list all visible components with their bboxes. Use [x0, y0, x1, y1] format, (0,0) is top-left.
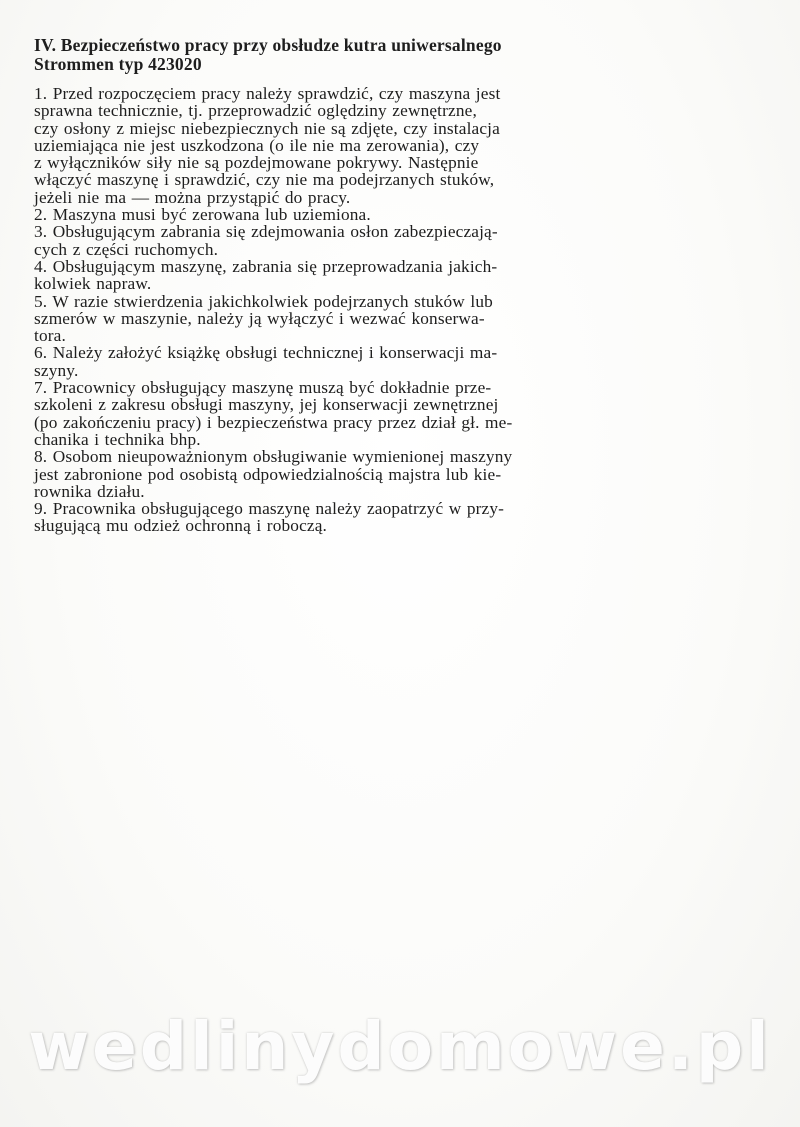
rule-line: 4. Obsługującym maszynę, zabrania się przeprowadzania jakich-	[34, 256, 498, 276]
section-title-line: Strommen typ 423020	[34, 54, 202, 74]
rule-line: szyny.	[34, 360, 79, 380]
rule-line: chanika i technika bhp.	[34, 429, 201, 449]
rule-line: 9. Pracownika obsługującego maszynę należy zaopatrzyć w przy-	[34, 499, 505, 519]
section-title-line: IV. Bezpieczeństwo pracy przy obsłudze kutra uniwersalnego	[34, 35, 502, 55]
rule-line: jeżeli nie ma — można przystąpić do pracy.	[34, 187, 351, 207]
rule-line: sprawna technicznie, tj. przeprowadzić oględziny zewnętrzne,	[34, 101, 477, 121]
rule-line: rownika działu.	[34, 481, 145, 501]
rule-item-4	[34, 258, 689, 293]
section-title	[34, 36, 689, 74]
rule-line: 1. Przed rozpoczęciem pracy należy sprawdzić, czy maszyna jest	[34, 84, 501, 103]
rule-line: 5. W razie stwierdzenia jakichkolwiek podejrzanych stuków lub	[34, 291, 493, 311]
rule-line: tora.	[34, 326, 66, 346]
rule-line: 6. Należy założyć książkę obsługi technicznej i konserwacji ma-	[34, 343, 498, 363]
rule-item-8	[34, 448, 689, 500]
document-body	[34, 36, 689, 535]
rule-line: jest zabronione pod osobistą odpowiedzialnością majstra lub kie-	[34, 464, 502, 484]
site-watermark: wedlinydomowe.pl	[28, 1008, 772, 1085]
rule-item-3	[34, 223, 689, 258]
safety-rules-list	[34, 85, 689, 535]
rule-line: 3. Obsługującym zabrania się zdejmowania osłon zabezpieczają-	[34, 222, 498, 242]
rule-line: sługującą mu odzież ochronną i roboczą.	[34, 516, 327, 536]
rule-line: 2. Maszyna musi być zerowana lub uziemiona.	[34, 205, 371, 225]
rule-item-5	[34, 293, 689, 345]
rule-line: (po zakończeniu pracy) i bezpieczeństwa pracy przez dział gł. me-	[34, 412, 513, 432]
rule-item-9	[34, 500, 689, 535]
rule-line: 7. Pracownicy obsługujący maszynę muszą być dokładnie prze-	[34, 378, 492, 398]
rule-item-1	[34, 85, 689, 206]
rule-line: szmerów w maszynie, należy ją wyłączyć i wezwać konserwa-	[34, 308, 485, 328]
rule-line: włączyć maszynę i sprawdzić, czy nie ma podejrzanych stuków,	[34, 170, 495, 190]
rule-line: uziemiająca nie jest uszkodzona (o ile nie ma zerowania), czy	[34, 135, 480, 155]
rule-line: szkoleni z zakresu obsługi maszyny, jej konserwacji zewnętrznej	[34, 395, 499, 415]
rule-line: 8. Osobom nieupoważnionym obsługiwanie wymienionej maszyny	[34, 447, 513, 467]
rule-item-7	[34, 379, 689, 448]
rule-line: z wyłączników siły nie są pozdejmowane pokrywy. Następnie	[34, 153, 479, 173]
rule-item-6	[34, 344, 689, 379]
rule-item-2	[34, 206, 689, 223]
rule-line: kolwiek napraw.	[34, 274, 152, 294]
rule-line: cych z części ruchomych.	[34, 239, 219, 259]
rule-line: czy osłony z miejsc niebezpiecznych nie są zdjęte, czy instalacja	[34, 118, 500, 138]
